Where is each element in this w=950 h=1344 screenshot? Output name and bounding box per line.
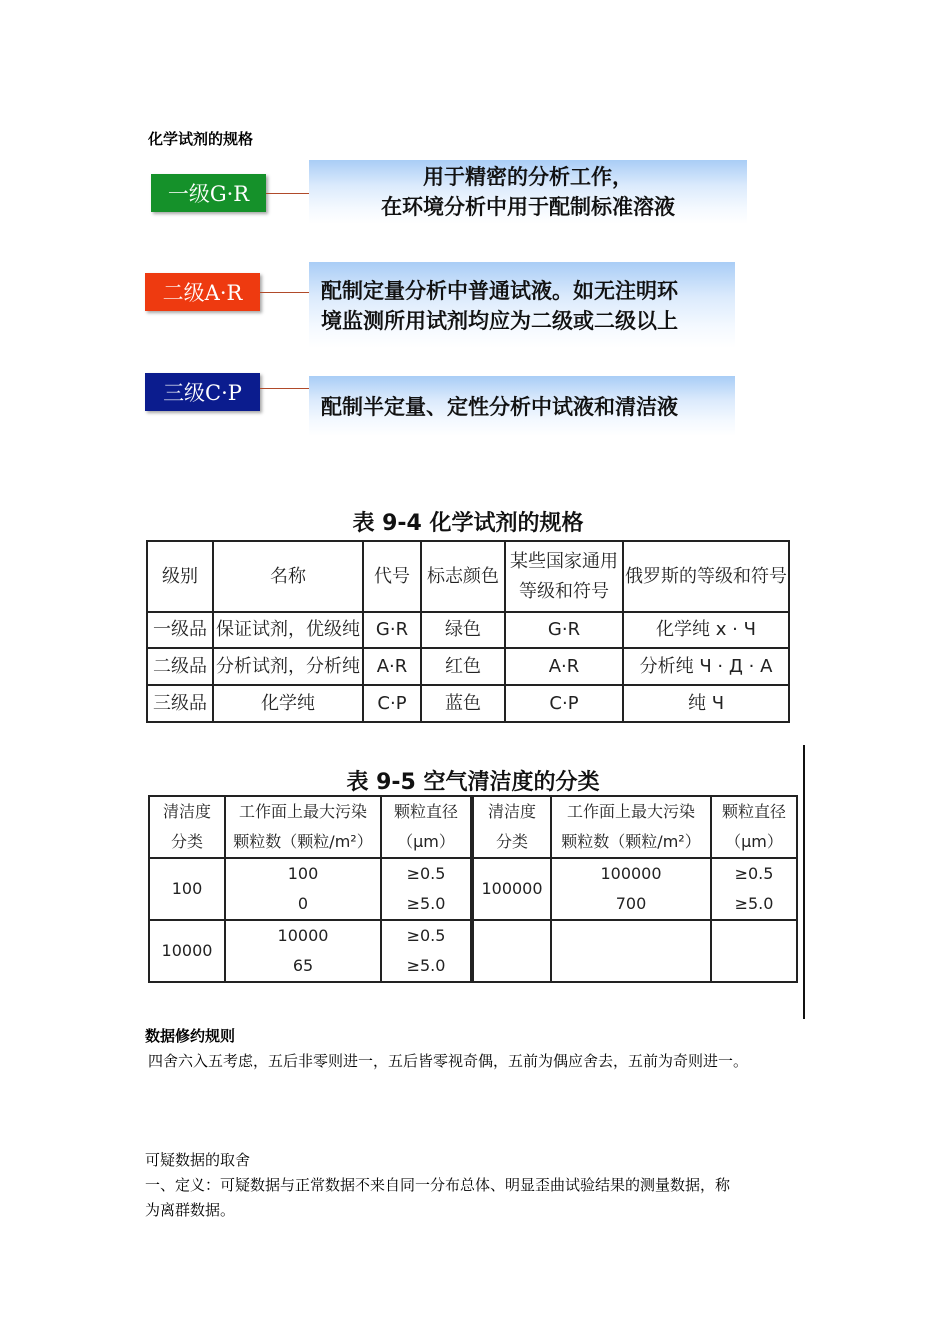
table-header-cell (149, 796, 225, 858)
grade-description-ar (309, 262, 735, 348)
table-cell: G·R (363, 612, 421, 648)
table-header-line: 颗粒数（颗粒/m²） (561, 832, 701, 851)
grade-description-line: 配制定量分析中普通试液。如无注明环 (321, 278, 678, 303)
table-header-line: 颗粒直径 (393, 802, 458, 821)
table-cell-line: ≥5.0 (406, 894, 446, 913)
table-cell: 三级品 (147, 685, 213, 722)
section-title-outliers: 可疑数据的取舍 (145, 1151, 251, 1169)
table-cell: C·P (363, 685, 421, 722)
table-cell: 10000 (149, 920, 225, 982)
table-cell (225, 858, 381, 920)
grade-badge-ar (145, 273, 260, 311)
table-header-line: 等级和符号 (519, 580, 609, 602)
section-title-rounding: 数据修约规则 (145, 1027, 236, 1045)
table-header-line: 某些国家通用 (510, 550, 618, 572)
table-header-line: 工作面上最大污染 (566, 802, 695, 821)
table-header-cell (472, 796, 551, 858)
table-cell: 绿色 (421, 612, 505, 648)
table-header-cell (711, 796, 797, 858)
table-cell (381, 858, 472, 920)
table-row (147, 612, 789, 648)
table-cell: 纯 Ч (623, 685, 789, 722)
table-cell-line: ≥5.0 (406, 956, 446, 975)
table-cell: 蓝色 (421, 685, 505, 722)
table-cell-line: 10000 (277, 926, 329, 945)
table-cell: 红色 (421, 648, 505, 685)
table-header-line: 分类 (495, 832, 528, 851)
grade-description-cp (309, 376, 735, 436)
table-cell-line: ≥0.5 (406, 926, 446, 945)
table-header-cell: 标志颜色 (421, 541, 505, 612)
table-header-row (149, 796, 797, 858)
table-cell: 分析纯 Ч · Д · A (623, 648, 789, 685)
grade-badge-label: 二级A·R (162, 281, 243, 305)
table-cell: 化学纯 x · Ч (623, 612, 789, 648)
table-cell (225, 920, 381, 982)
table-header-line: 清洁度 (162, 802, 211, 821)
table-header-cell: 俄罗斯的等级和符号 (623, 541, 789, 612)
grade-description-line: 配制半定量、定性分析中试液和清洁液 (321, 394, 678, 419)
table-9-5 (148, 795, 798, 983)
table-row (149, 858, 797, 920)
table-cell: 分析试剂，分析纯 (213, 648, 363, 685)
table-header-cell (225, 796, 381, 858)
outlier-definition-line: 一、定义：可疑数据与正常数据不来自同一分布总体、明显歪曲试验结果的测量数据，称 (145, 1176, 731, 1194)
table-cell (381, 920, 472, 982)
table-cell-line: ≥0.5 (734, 864, 774, 883)
table-header-line: 清洁度 (487, 802, 536, 821)
grade-description-gr (309, 160, 747, 224)
table-cell: A·R (505, 648, 623, 685)
table-header-cell: 级别 (147, 541, 213, 612)
table-header-cell (551, 796, 711, 858)
table-row (147, 648, 789, 685)
table-cell-line: ≥0.5 (406, 864, 446, 883)
grade-badge-label: 三级C·P (163, 381, 242, 405)
table-9-4-title: 表 9-4 化学试剂的规格 (352, 511, 584, 536)
table-cell-line: 100 (287, 864, 319, 883)
table-9-5-title: 表 9-5 空气清洁度的分类 (346, 770, 600, 795)
table-cell-line: 100000 (600, 864, 662, 883)
table-cell (472, 920, 551, 982)
grade-connector (266, 193, 310, 194)
table-header-row (147, 541, 789, 612)
table-header-line: 颗粒数（颗粒/m²） (233, 832, 373, 851)
table-cell: A·R (363, 648, 421, 685)
table-cell (551, 920, 711, 982)
table-header-line: 工作面上最大污染 (238, 802, 367, 821)
table-cell: C·P (505, 685, 623, 722)
grade-badge-gr (151, 174, 266, 212)
grade-description-line: 境监测所用试剂均应为二级或二级以上 (321, 308, 678, 333)
table-header-line: 分类 (170, 832, 203, 851)
table-row (149, 920, 797, 982)
table-header-cell (381, 796, 472, 858)
grade-badge-cp (145, 373, 260, 411)
table-cell: 保证试剂，优级纯 (213, 612, 363, 648)
table-cell: 100 (149, 858, 225, 920)
table-header-cell: 名称 (213, 541, 363, 612)
vertical-rule (803, 745, 805, 1019)
table-cell (551, 858, 711, 920)
grade-description-line: 用于精密的分析工作， (423, 164, 633, 189)
table-header-line: 颗粒直径 (721, 802, 786, 821)
table-cell: 化学纯 (213, 685, 363, 722)
table-cell (711, 858, 797, 920)
table-header-line: （μm） (725, 832, 783, 851)
rounding-rule-text: 四舍六入五考虑，五后非零则进一，五后皆零视奇偶，五前为偶应舍去，五前为奇则进一。 (148, 1052, 749, 1070)
outlier-definition-line: 为离群数据。 (145, 1201, 236, 1219)
table-cell-line: ≥5.0 (734, 894, 774, 913)
table-cell: 100000 (472, 858, 551, 920)
table-cell-line: 0 (297, 894, 309, 913)
grade-connector (260, 388, 310, 389)
table-cell (711, 920, 797, 982)
grade-badge-label: 一级G·R (167, 182, 250, 206)
table-header-line: （μm） (397, 832, 455, 851)
table-cell: 一级品 (147, 612, 213, 648)
table-header-cell: 代号 (363, 541, 421, 612)
table-cell: G·R (505, 612, 623, 648)
table-header-cell (505, 541, 623, 612)
grade-connector (260, 292, 310, 293)
table-cell: 二级品 (147, 648, 213, 685)
table-cell-line: 700 (615, 894, 647, 913)
table-9-4 (146, 540, 790, 723)
section-title-reagent-specs: 化学试剂的规格 (148, 130, 254, 148)
table-cell-line: 65 (292, 956, 314, 975)
grade-description-line: 在环境分析中用于配制标准溶液 (381, 194, 675, 219)
table-row (147, 685, 789, 722)
